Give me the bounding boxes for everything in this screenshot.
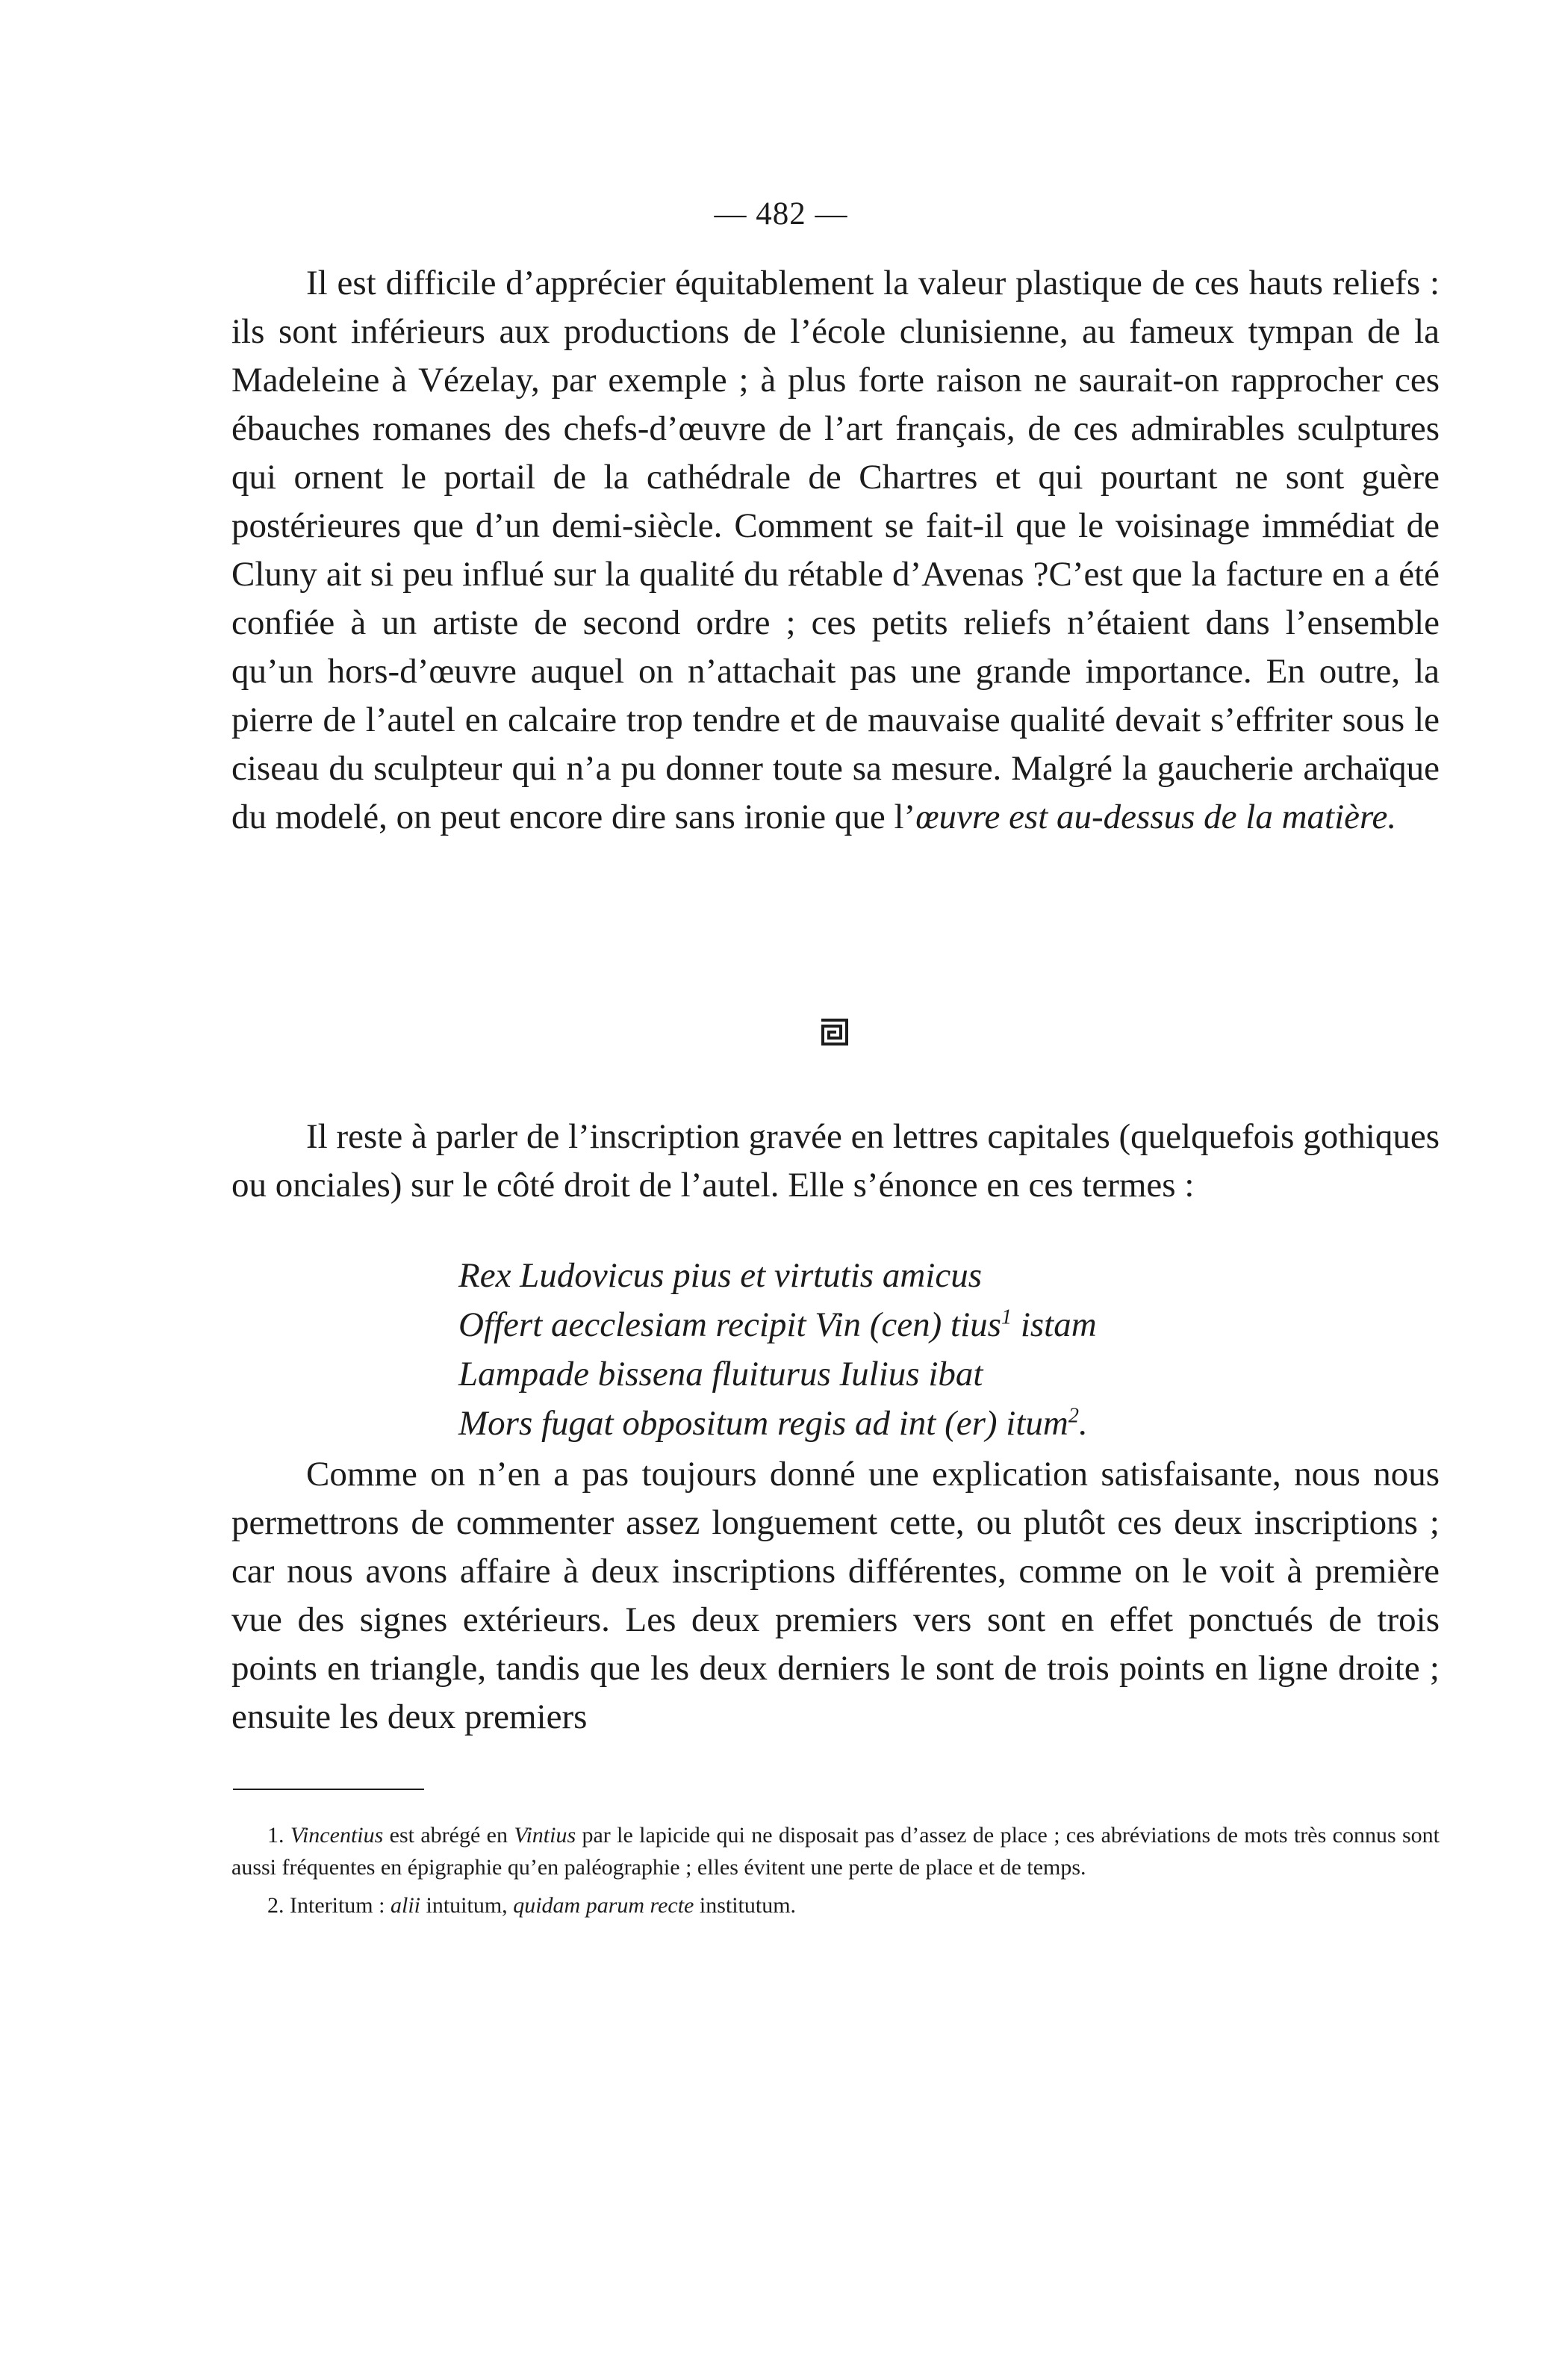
paragraph-1 xyxy=(231,259,1440,842)
footnote-2-italic-2: quidam parum recte xyxy=(513,1893,694,1918)
inscription-line-2-tail: istam xyxy=(1012,1305,1097,1344)
footnote-1-number: 1. xyxy=(267,1823,290,1848)
footnote-2-italic-1: alii xyxy=(390,1893,420,1918)
footnote-2-text-2: intuitum, xyxy=(420,1893,514,1918)
page-number: — 482 — xyxy=(714,196,848,232)
paragraph-3-text: Comme on n’en a pas toujours donné une explication satisfaisante, nous nous permettrons de commenter assez longuement cette, ou plutôt ces deux inscriptions ; car nous avons affaire à deux inscriptions différentes, comme on le voit à première vue des signes extérieurs. Les deux premiers vers sont en effet ponctués de trois points en triangle, tandis que les deux derniers le sont de trois points en ligne droite ; ensuite les deux premiers xyxy=(231,1455,1440,1736)
paragraph-1-text: Il est difficile d’apprécier équitablement la valeur plastique de ces hauts reliefs : ils sont inférieurs aux productions de l’école clunisienne, au fameux tympan de la Madeleine à Vézelay, par exemple ; à plus forte raison ne saurait-on rapprocher ces ébauches romanes des chefs-d’œuvre de l’art français, de ces admirables sculptures qui ornent le portail de la cathédrale de Chartres et qui pourtant ne sont guère postérieures que d’un demi-siècle. Comment se fait-il que le voisinage immédiat de Cluny ait si peu influé sur la qualité du rétable d’Avenas ?C’est que la facture en a été confiée à un artiste de second ordre ; ces petits reliefs n’étaient dans l’ensemble qu’un hors-d’œuvre auquel on n’attachait pas une grande importance. En outre, la pierre de l’autel en calcaire trop tendre et de mauvaise qualité devait s’effriter sous le ciseau du sculpteur qui n’a pu donner toute sa mesure. Malgré la gaucherie archaïque du modelé, on peut encore dire sans ironie que l’ xyxy=(231,264,1440,836)
paragraph-2 xyxy=(231,1113,1440,1210)
footnote-2-text-3: institutum. xyxy=(694,1893,797,1918)
footnote-2-number: 2. xyxy=(267,1893,290,1918)
footnote-2-text-1: Interitum : xyxy=(290,1893,390,1918)
footnote-rule xyxy=(233,1789,424,1790)
footnote-ref-1: 1 xyxy=(1001,1305,1012,1329)
inscription-line-4 xyxy=(458,1399,1097,1448)
footnote-1-text-2: par le lapicide qui ne disposait pas d’assez de place ; ces abréviations de mots très connus sont aussi fréquentes en épigraphie qu’en paléographie ; elles évitent une perte de place et de temps. xyxy=(231,1823,1440,1880)
greek-key-ornament-icon xyxy=(820,1017,850,1047)
inscription-line-4-tail: . xyxy=(1078,1404,1088,1443)
inscription-line-2-text: Offert aecclesiam recipit Vin (cen) tius xyxy=(458,1305,1001,1344)
inscription-line-1: Rex Ludovicus pius et virtutis amicus xyxy=(458,1256,982,1295)
paragraph-3 xyxy=(231,1450,1440,1741)
latin-inscription xyxy=(458,1251,1097,1448)
inscription-line-2 xyxy=(458,1300,1097,1349)
footnote-1-text-1: est abrégé en xyxy=(383,1823,514,1848)
inscription-line-4-text: Mors fugat obpositum regis ad int (er) itum xyxy=(458,1404,1068,1443)
footnotes xyxy=(231,1819,1440,1921)
footnote-ref-2: 2 xyxy=(1068,1404,1079,1428)
paragraph-1-italic-tail: œuvre est au-dessus de la matière. xyxy=(915,798,1397,836)
footnote-1 xyxy=(231,1819,1440,1883)
footnote-1-italic-1: Vincentius xyxy=(290,1823,384,1848)
footnote-1-italic-2: Vintius xyxy=(514,1823,576,1848)
paragraph-2-text: Il reste à parler de l’inscription gravée en lettres capitales (quelquefois gothiques ou onciales) sur le côté droit de l’autel. Elle s’énonce en ces termes : xyxy=(231,1117,1440,1205)
inscription-line-3: Lampade bissena fluiturus Iulius ibat xyxy=(458,1355,983,1393)
footnote-2 xyxy=(231,1889,1440,1921)
